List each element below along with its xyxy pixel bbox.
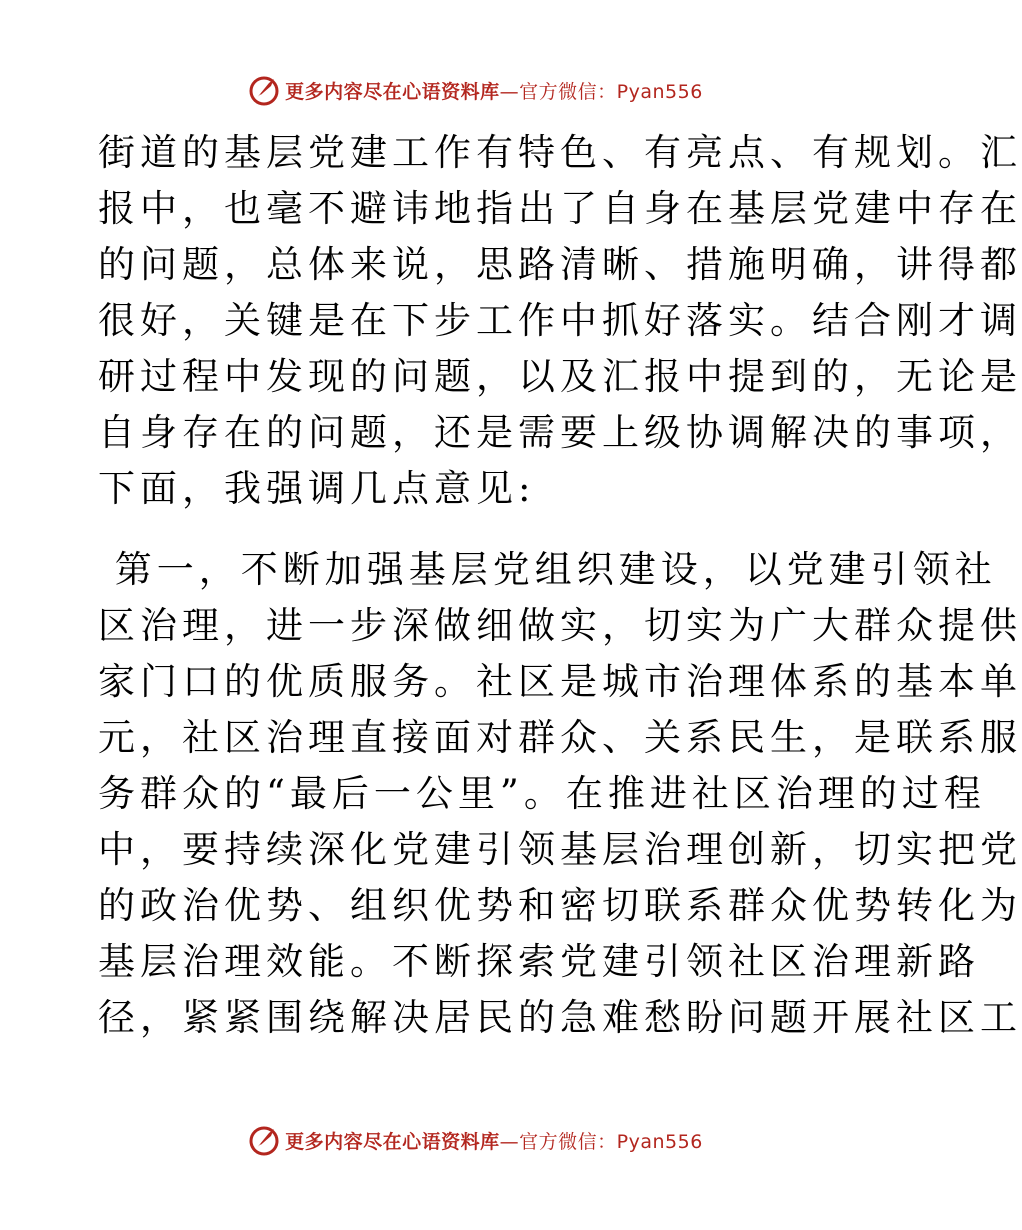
text-line: 很好，关键是在下步工作中抓好落实。结合刚才调 [98, 299, 1022, 342]
text-line: 区治理，进一步深做细做实，切实为广大群众提供 [98, 604, 1022, 647]
banner-site-name: 更多内容尽在心语资料库 [285, 1130, 500, 1153]
footer-banner [0, 1120, 950, 1160]
text-line: 的政治优势、组织优势和密切联系群众优势转化为 [98, 884, 1022, 927]
quill-pen-logo-icon [247, 73, 281, 107]
text-line: 下面，我强调几点意见: [98, 467, 536, 510]
banner-wechat-id: —官方微信：Pyan556 [499, 1130, 703, 1153]
text-line: 研过程中发现的问题，以及汇报中提到的，无论是 [98, 355, 1022, 398]
text-line: 基层治理效能。不断探索党建引领社区治理新路 [98, 940, 980, 983]
banner-site-name: 更多内容尽在心语资料库 [285, 80, 500, 103]
quill-pen-logo-icon [247, 1123, 281, 1157]
banner-text [285, 77, 703, 104]
banner-text [285, 1127, 703, 1154]
text-line: 务群众的“最后一公里”。在推进社区治理的过程 [98, 772, 986, 815]
text-line: 街道的基层党建工作有特色、有亮点、有规划。汇 [98, 131, 1022, 174]
banner-wechat-id: —官方微信：Pyan556 [499, 80, 703, 103]
text-line: 中，要持续深化党建引领基层治理创新，切实把党 [98, 828, 1022, 871]
text-line: 元，社区治理直接面对群众、关系民生，是联系服 [98, 716, 1022, 759]
text-line: 家门口的优质服务。社区是城市治理体系的基本单 [98, 660, 1022, 703]
text-line: 的问题，总体来说，思路清晰、措施明确，讲得都 [98, 243, 1022, 286]
header-banner [0, 70, 950, 110]
text-line: 第一，不断加强基层党组织建设，以党建引领社 [98, 548, 997, 591]
text-line: 自身存在的问题，还是需要上级协调解决的事项， [98, 411, 1022, 454]
text-line: 报中，也毫不避讳地指出了自身在基层党建中存在 [98, 187, 1022, 230]
text-line: 径，紧紧围绕解决居民的急难愁盼问题开展社区工 [98, 996, 1022, 1039]
